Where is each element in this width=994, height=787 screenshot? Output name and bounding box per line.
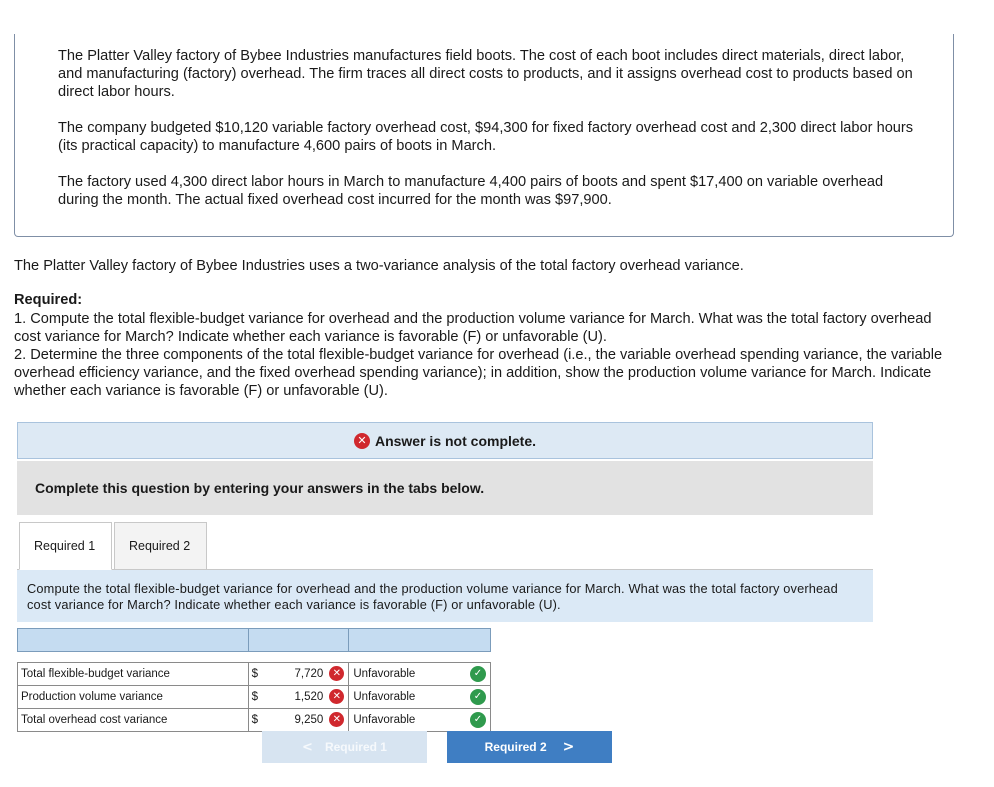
- instructions-text: Complete this question by entering your answers in the tabs below.: [35, 480, 485, 496]
- header-cell: [18, 629, 249, 652]
- required-item-1: 1. Compute the total flexible-budget variance for overhead and the production volume variance for March. What was the total factory overhead cost variance for March? Indicate whether each variance is favorable (F) or unfavorable (U).: [14, 311, 932, 345]
- incorrect-x-icon: ✕: [329, 689, 344, 704]
- table-spacer: [18, 652, 491, 663]
- required-item-2: 2. Determine the three components of the total flexible-budget variance for overhead (i.e., the variable overhead spending variance, the variable overhead efficiency variance, and the fixed overhead spending variance); in addition, show the production volume variance for March. Indicate whether each variance is favorable (F) or unfavorable (U).: [14, 347, 943, 399]
- status-cell: [349, 686, 491, 709]
- intro-text: The Platter Valley factory of Bybee Industries uses a two-variance analysis of the total factory overhead variance.: [14, 258, 744, 274]
- x-circle-icon: ✕: [354, 433, 370, 449]
- amount-input[interactable]: 1,520: [294, 691, 324, 703]
- table-row: [18, 686, 491, 709]
- amount-input[interactable]: 7,720: [294, 668, 324, 680]
- amount-cell: [248, 663, 349, 686]
- currency-symbol: $: [251, 668, 258, 680]
- amount-cell: [248, 686, 349, 709]
- incorrect-x-icon: ✕: [329, 666, 344, 681]
- amount-cell: [248, 709, 349, 732]
- row-label: Total flexible-budget variance: [18, 663, 249, 686]
- row-label: Total overhead cost variance: [18, 709, 249, 732]
- currency-symbol: $: [251, 691, 258, 703]
- chevron-right-icon: >: [562, 739, 575, 755]
- prev-button-label: Required 1: [324, 740, 387, 754]
- answer-status-banner: [17, 422, 873, 459]
- required-list: [14, 310, 944, 400]
- header-cell: [349, 629, 491, 652]
- tab-required-1[interactable]: [19, 522, 112, 570]
- problem-paragraph-1: The Platter Valley factory of Bybee Industries manufactures field boots. The cost of each boot includes direct materials, direct labor, and manufacturing (factory) overhead. The firm traces all direct costs to products, and it assigns overhead cost to products based on direct labor hours.: [58, 48, 913, 100]
- next-required-button[interactable]: [447, 731, 612, 763]
- currency-symbol: $: [251, 714, 258, 726]
- status-select[interactable]: Unfavorable: [353, 714, 416, 726]
- status-cell: [349, 709, 491, 732]
- incorrect-x-icon: ✕: [329, 712, 344, 727]
- status-cell: [349, 663, 491, 686]
- correct-check-icon: ✓: [470, 712, 486, 728]
- problem-statement-box: [14, 34, 954, 237]
- amount-input[interactable]: 9,250: [294, 714, 324, 726]
- tab-required-2[interactable]: [114, 522, 207, 570]
- answer-table: [17, 628, 491, 732]
- status-select[interactable]: Unfavorable: [353, 668, 416, 680]
- table-row: [18, 709, 491, 732]
- correct-check-icon: ✓: [470, 689, 486, 705]
- tab-instruction: Compute the total flexible-budget variance for overhead and the production volume variance for March. What was the total factory overhead cost variance for March? Indicate whether each variance is favorable (F) or unfavorable (U).: [17, 570, 873, 622]
- answer-status-text: Answer is not complete.: [374, 432, 537, 449]
- prev-required-button[interactable]: [262, 731, 427, 763]
- table-row: [18, 663, 491, 686]
- tab-label: Required 1: [34, 539, 96, 553]
- instructions-bar: [17, 461, 873, 515]
- problem-paragraph-3: The factory used 4,300 direct labor hours in March to manufacture 4,400 pairs of boots and spent $17,400 on variable overhead during the month. The actual fixed overhead cost incurred for the month was $97,900.: [58, 174, 884, 208]
- required-heading: Required:: [14, 292, 83, 308]
- status-select[interactable]: Unfavorable: [353, 691, 416, 703]
- table-header-row: [18, 629, 491, 652]
- row-label: Production volume variance: [18, 686, 249, 709]
- tab-label: Required 2: [129, 539, 191, 553]
- header-cell: [248, 629, 349, 652]
- correct-check-icon: ✓: [470, 666, 486, 682]
- problem-paragraph-2: The company budgeted $10,120 variable factory overhead cost, $94,300 for fixed factory overhead cost and 2,300 direct labor hours (its practical capacity) to manufacture 4,600 pairs of boots in March.: [58, 120, 914, 154]
- next-button-label: Required 2: [484, 740, 547, 754]
- chevron-left-icon: <: [302, 739, 313, 755]
